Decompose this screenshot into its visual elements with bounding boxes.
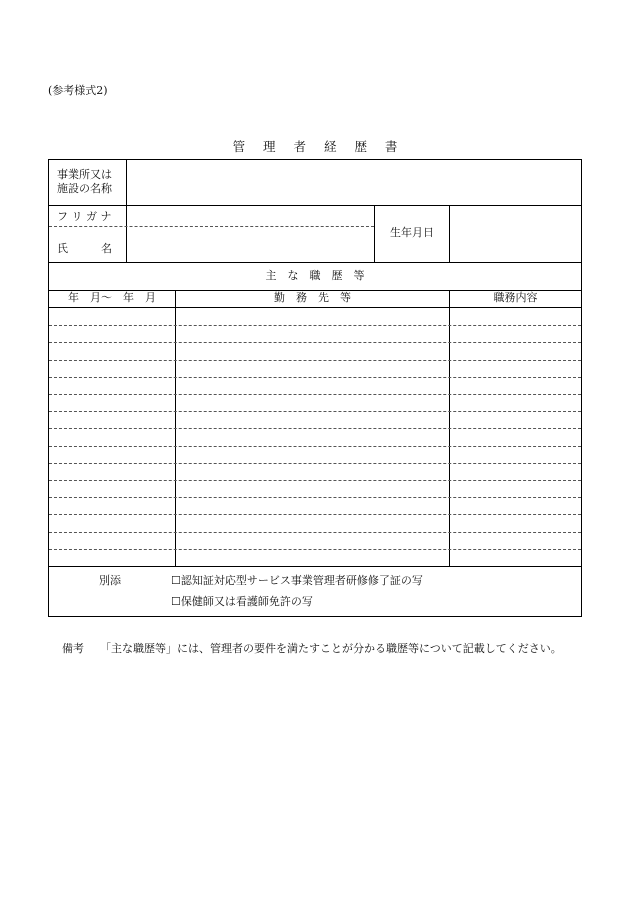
career-period-cell[interactable] (53, 447, 171, 462)
checkbox-icon[interactable]: ☐ (171, 574, 181, 587)
career-workplace-cell[interactable] (180, 343, 445, 358)
remarks-note (62, 640, 562, 656)
career-workplace-cell[interactable] (180, 550, 445, 565)
attachment-text: 保健師又は看護師免許の写 (180, 595, 313, 608)
workplace-column-header: 勤 務 先 等 (274, 291, 351, 304)
career-duties-cell[interactable] (454, 412, 577, 427)
facility-name-field[interactable] (133, 175, 573, 191)
career-duties-cell[interactable] (454, 343, 577, 358)
career-workplace-cell[interactable] (180, 447, 445, 462)
name-field[interactable] (133, 237, 368, 257)
career-duties-cell[interactable] (454, 378, 577, 393)
career-period-cell[interactable] (53, 550, 171, 565)
row-divider (49, 307, 581, 308)
career-duties-cell[interactable] (454, 395, 577, 410)
career-period-cell[interactable] (53, 395, 171, 410)
career-workplace-cell[interactable] (180, 361, 445, 376)
attachment-item[interactable] (171, 595, 313, 609)
career-period-cell[interactable] (53, 515, 171, 530)
career-workplace-cell[interactable] (180, 326, 445, 341)
career-period-cell[interactable] (53, 309, 171, 324)
row-divider (49, 205, 581, 206)
document-title: 管 理 者 経 歴 書 (232, 139, 398, 154)
career-workplace-cell[interactable] (180, 533, 445, 548)
career-duties-cell[interactable] (454, 309, 577, 324)
career-period-cell[interactable] (53, 533, 171, 548)
period-column-header: 年 月～ 年 月 (68, 291, 156, 304)
career-period-cell[interactable] (53, 378, 171, 393)
career-duties-cell[interactable] (454, 447, 577, 462)
facility-label (57, 168, 112, 196)
career-workplace-cell[interactable] (180, 429, 445, 444)
career-duties-cell[interactable] (454, 550, 577, 565)
column-divider (126, 160, 127, 262)
career-duties-cell[interactable] (454, 481, 577, 496)
checkbox-icon[interactable]: ☐ (171, 595, 181, 608)
facility-label-line2: 施設の名称 (57, 182, 112, 195)
career-workplace-cell[interactable] (180, 515, 445, 530)
career-workplace-cell[interactable] (180, 309, 445, 324)
remarks-text: 「主な職歴等」には、管理者の要件を満たすことが分かる職歴等について記載してください。 (100, 642, 562, 655)
attachment-item[interactable] (171, 574, 423, 588)
furigana-divider (49, 226, 374, 227)
career-duties-cell[interactable] (454, 361, 577, 376)
career-heading: 主 な 職 歴 等 (265, 269, 365, 282)
career-period-cell[interactable] (53, 498, 171, 513)
career-period-cell[interactable] (53, 464, 171, 479)
row-divider (49, 262, 581, 263)
reference-form-label: (参考様式2) (48, 84, 108, 97)
career-duties-cell[interactable] (454, 533, 577, 548)
career-duties-cell[interactable] (454, 515, 577, 530)
career-period-cell[interactable] (53, 326, 171, 341)
career-period-cell[interactable] (53, 481, 171, 496)
career-workplace-cell[interactable] (180, 464, 445, 479)
career-duties-cell[interactable] (454, 498, 577, 513)
career-period-cell[interactable] (53, 429, 171, 444)
attachment-label: 別添 (99, 574, 121, 587)
career-duties-cell[interactable] (454, 429, 577, 444)
career-duties-cell[interactable] (454, 464, 577, 479)
furigana-field[interactable] (133, 210, 368, 224)
duties-column-header: 職務内容 (493, 291, 538, 304)
name-label: 氏 名 (57, 242, 112, 255)
furigana-label: フ リ ガ ナ (57, 210, 112, 223)
career-form (48, 159, 582, 617)
career-duties-cell[interactable] (454, 326, 577, 341)
birthdate-label: 生年月日 (390, 226, 434, 239)
facility-label-line1: 事業所又は (57, 168, 112, 181)
column-divider (449, 205, 450, 262)
career-workplace-cell[interactable] (180, 481, 445, 496)
attachment-text: 認知証対応型サービス事業管理者研修修了証の写 (180, 574, 423, 587)
career-workplace-cell[interactable] (180, 498, 445, 513)
career-workplace-cell[interactable] (180, 412, 445, 427)
career-workplace-cell[interactable] (180, 378, 445, 393)
birthdate-field[interactable] (455, 226, 575, 242)
career-period-cell[interactable] (53, 343, 171, 358)
career-workplace-cell[interactable] (180, 395, 445, 410)
remarks-label: 備考 (62, 642, 84, 655)
row-divider (49, 566, 581, 567)
career-period-cell[interactable] (53, 412, 171, 427)
career-period-cell[interactable] (53, 361, 171, 376)
